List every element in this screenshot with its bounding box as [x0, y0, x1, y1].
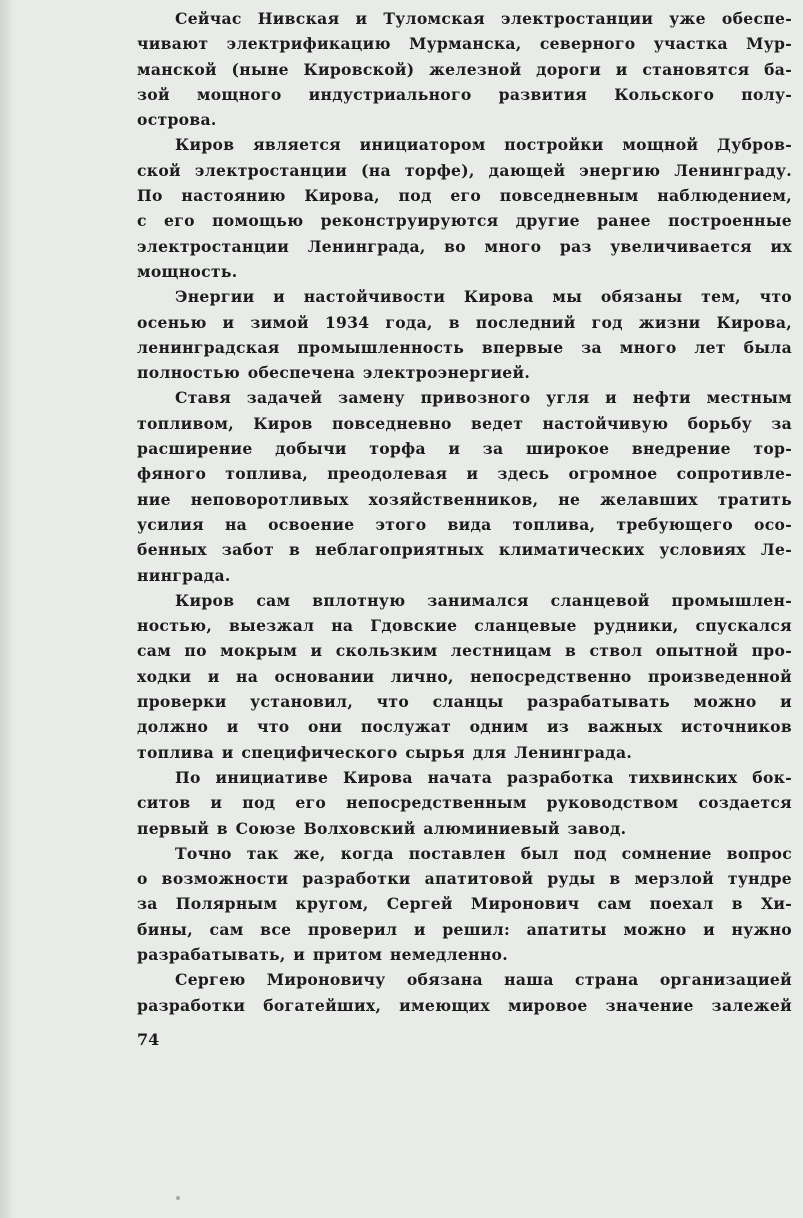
text-line: о возможности разработки апатитовой руды в мерзлой тундре — [137, 869, 792, 889]
text-line: мощность. — [137, 261, 238, 281]
text-line: первый в Союзе Волховский алюминиевый завод. — [137, 818, 627, 838]
text-line: должно и что они послужат одним из важных источников — [137, 717, 792, 737]
text-line: за Полярным кругом, Сергей Миронович сам поехал в Хи- — [137, 894, 792, 914]
text-line: Энергии и настойчивости Кирова мы обязаны тем, что — [175, 287, 792, 307]
text-line: топливом, Киров повседневно ведет настойчивую борьбу за — [137, 413, 792, 433]
text-line: бины, сам все проверил и решил: апатиты можно и нужно — [137, 919, 792, 939]
text-line: ходки и на основании лично, непосредственно произведенной — [137, 666, 792, 686]
text-line: разработки богатейших, имеющих мировое значение залежей — [137, 995, 792, 1015]
text-line: манской (ныне Кировской) железной дороги и становятся ба- — [137, 59, 792, 79]
text-line: Точно так же, когда поставлен был под сомнение вопрос — [175, 843, 792, 863]
paragraph — [137, 284, 792, 385]
page-gutter-shadow — [0, 0, 14, 1218]
text-line: бенных забот в неблагоприятных климатических условиях Ле- — [137, 540, 792, 560]
text-line: нинграда. — [137, 565, 231, 585]
text-line: с его помощью реконструируются другие ранее построенные — [137, 211, 792, 231]
paragraph — [137, 588, 792, 765]
text-line: проверки установил, что сланцы разрабатывать можно и — [137, 692, 792, 712]
text-line: зой мощного индустриального развития Кольского полу- — [137, 84, 792, 104]
text-line: полностью обеспечена электроэнергией. — [137, 363, 531, 383]
text-line: разрабатывать, и притом немедленно. — [137, 944, 508, 964]
paragraph — [137, 967, 792, 1018]
text-line: чивают электрификацию Мурманска, северного участка Мур- — [137, 34, 792, 54]
text-line: электростанции Ленинграда, во много раз увеличивается их — [137, 236, 792, 256]
page-number: 74 — [137, 1030, 160, 1049]
text-line: По инициативе Кирова начата разработка тихвинских бок- — [175, 767, 792, 787]
paragraph — [137, 385, 792, 587]
text-line: острова. — [137, 110, 217, 130]
text-line: сам по мокрым и скользким лестницам в ствол опытной про- — [137, 641, 792, 661]
body-text — [137, 6, 792, 1018]
text-line: топлива и специфического сырья для Ленинграда. — [137, 742, 633, 762]
text-line: фяного топлива, преодолевая и здесь огромное сопротивле- — [137, 464, 792, 484]
text-line: По настоянию Кирова, под его повседневным наблюдением, — [137, 186, 792, 206]
text-line: Сергею Мироновичу обязана наша страна организацией — [175, 970, 792, 990]
text-line: Сейчас Нивская и Туломская электростанции уже обеспе- — [175, 9, 792, 28]
text-line: Киров является инициатором постройки мощной Дубров- — [175, 135, 792, 155]
text-line: осенью и зимой 1934 года, в последний год жизни Кирова, — [137, 312, 792, 332]
scan-speck — [176, 1196, 180, 1200]
text-line: усилия на освоение этого вида топлива, требующего осо- — [137, 514, 792, 534]
text-line: ностью, выезжал на Гдовские сланцевые рудники, спускался — [137, 616, 792, 636]
text-line: Киров сам вплотную занимался сланцевой промышлен- — [175, 590, 792, 610]
paragraph — [137, 6, 792, 132]
text-line: расширение добычи торфа и за широкое внедрение тор- — [137, 439, 792, 459]
text-line: ской электростанции (на торфе), дающей энергию Ленинграду. — [137, 160, 792, 180]
text-line: ние неповоротливых хозяйственников, не желавших тратить — [137, 489, 792, 509]
paragraph — [137, 765, 792, 841]
text-line: ленинградская промышленность впервые за много лет была — [137, 337, 792, 357]
paragraph — [137, 132, 792, 284]
paragraph — [137, 841, 792, 967]
text-line: ситов и под его непосредственным руководством создается — [137, 793, 792, 813]
text-line: Ставя задачей замену привозного угля и нефти местным — [175, 388, 792, 408]
